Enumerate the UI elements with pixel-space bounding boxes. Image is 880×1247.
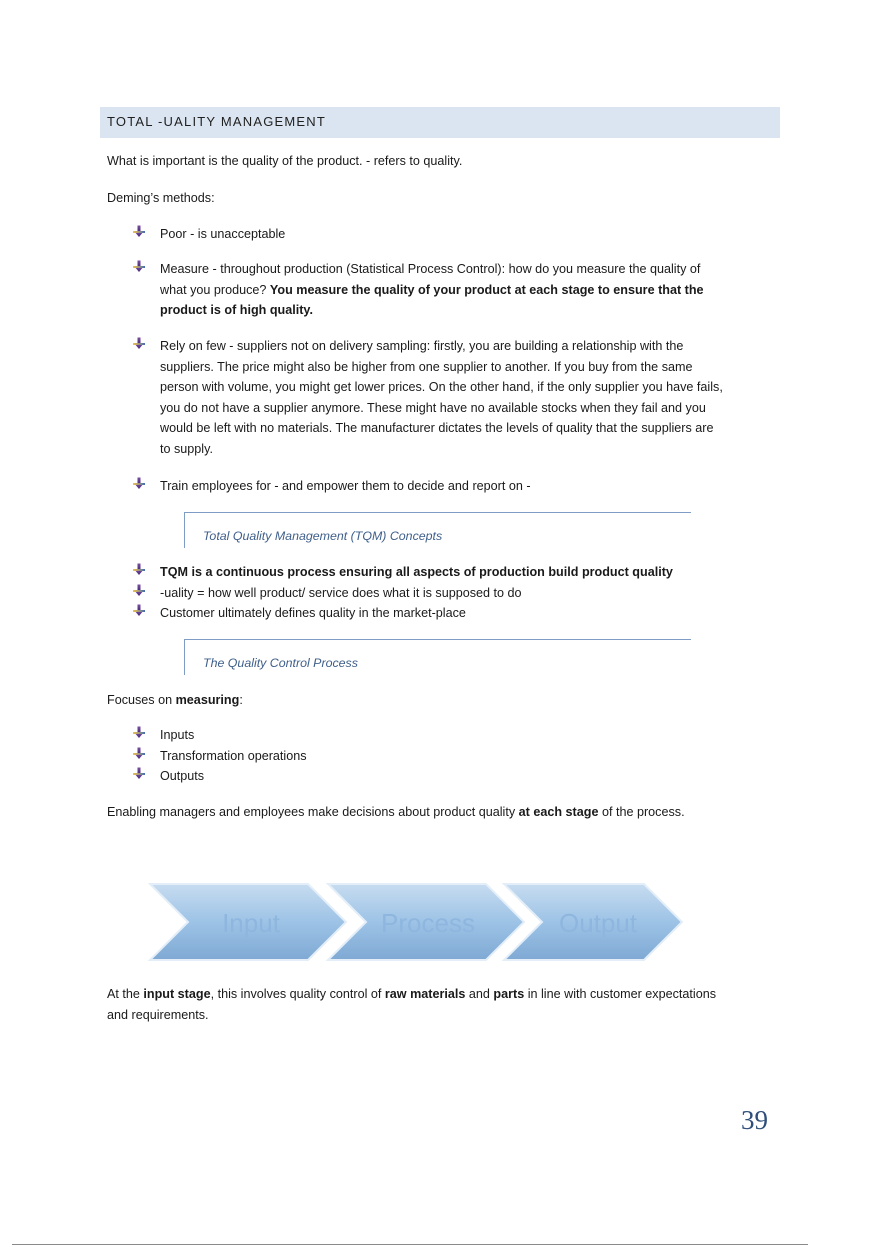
list-item: Train employees for - and empower them to decide and report on - — [160, 479, 531, 493]
list-item: Customer ultimately defines quality in the market-place — [160, 606, 466, 620]
emphasis-text: You measure the quality of your product at each stage to ensure that the — [269, 283, 704, 297]
focus-text — [107, 690, 243, 711]
text-line: suppliers. The price might also be higher from one supplier to another. If you buy from the same — [160, 359, 693, 374]
subheading-tqm-concepts: Total Quality Management (TQM) Concepts — [203, 529, 443, 543]
list-item: Transformation operations — [160, 749, 307, 763]
text-line: would be left with no materials. The manufacturer dictates the levels of quality that the suppliers are — [160, 421, 714, 435]
enabling-text — [107, 802, 685, 823]
list-item: Outputs — [160, 769, 205, 783]
subheading-quality-control: The Quality Control Process — [203, 656, 358, 670]
list-item: Measure - throughout production (Statistical Process Control): how do you measure the quality of — [160, 262, 701, 276]
list-item: Poor - is unacceptable — [160, 227, 286, 241]
text-line: Rely on few - suppliers not on delivery sampling: firstly, you are building a relationship with the — [160, 339, 684, 353]
arrow-down-bullet-icon — [132, 726, 146, 740]
arrow-down-bullet-icon — [132, 584, 146, 598]
chevron-process — [328, 884, 524, 960]
text-span: Focuses on — [107, 693, 176, 707]
list-item — [160, 336, 723, 459]
arrow-down-bullet-icon — [132, 260, 146, 274]
text-span: At the — [107, 987, 144, 1001]
intro-text: What is important is the quality of the product. - refers to quality. — [107, 154, 463, 168]
emphasis-text: measuring — [175, 693, 240, 707]
text-span: what you produce? — [160, 283, 270, 297]
emphasis-text: product is of high quality. — [160, 303, 313, 317]
text-line: you do not have a supplier anymore. These might have no available stocks when they fail and you — [160, 400, 706, 415]
text-span: Enabling managers and employees make decisions about product quality — [107, 805, 519, 819]
chevron-input — [150, 884, 346, 960]
arrow-down-bullet-icon — [132, 747, 146, 761]
emphasis-text: parts — [493, 987, 525, 1001]
text-span: in line with customer expectations — [524, 987, 716, 1001]
list-item: Inputs — [160, 728, 195, 742]
input-stage-text — [107, 984, 716, 1005]
emphasis-text: raw materials — [384, 987, 466, 1001]
list-item-continued — [160, 280, 704, 301]
text-span: of the process. — [598, 805, 685, 819]
chevron-output — [504, 884, 682, 960]
text-line: to supply. — [160, 441, 213, 456]
arrow-down-bullet-icon — [132, 563, 146, 577]
process-flow-diagram — [148, 880, 688, 966]
emphasis-text: at each stage — [518, 805, 599, 819]
emphasis-text: input stage — [143, 987, 211, 1001]
deming-label: Deming’s methods: — [107, 191, 215, 205]
page-number: 39 — [741, 1105, 768, 1135]
input-stage-text-continued: and requirements. — [107, 1008, 209, 1022]
arrow-down-bullet-icon — [132, 337, 146, 351]
process-step-label: Process — [381, 908, 475, 938]
list-item: TQM is a continuous process ensuring all aspects of production build product quality — [160, 565, 673, 579]
arrow-down-bullet-icon — [132, 477, 146, 491]
arrow-down-bullet-icon — [132, 225, 146, 239]
arrow-down-bullet-icon — [132, 767, 146, 781]
text-line: person with volume, you might get lower prices. On the other hand, if the only supplier you have fails, — [160, 380, 723, 394]
text-span: and — [465, 987, 494, 1001]
arrow-down-bullet-icon — [132, 604, 146, 618]
text-span: , this involves quality control of — [210, 987, 385, 1001]
footer-divider — [12, 1244, 808, 1245]
process-step-label: Input — [222, 908, 280, 938]
process-step-label: Output — [558, 908, 638, 938]
list-item: -uality = how well product/ service does what it is supposed to do — [160, 586, 522, 600]
section-heading: TOTAL -UALITY MANAGEMENT — [107, 114, 327, 129]
text-span: : — [239, 693, 243, 707]
